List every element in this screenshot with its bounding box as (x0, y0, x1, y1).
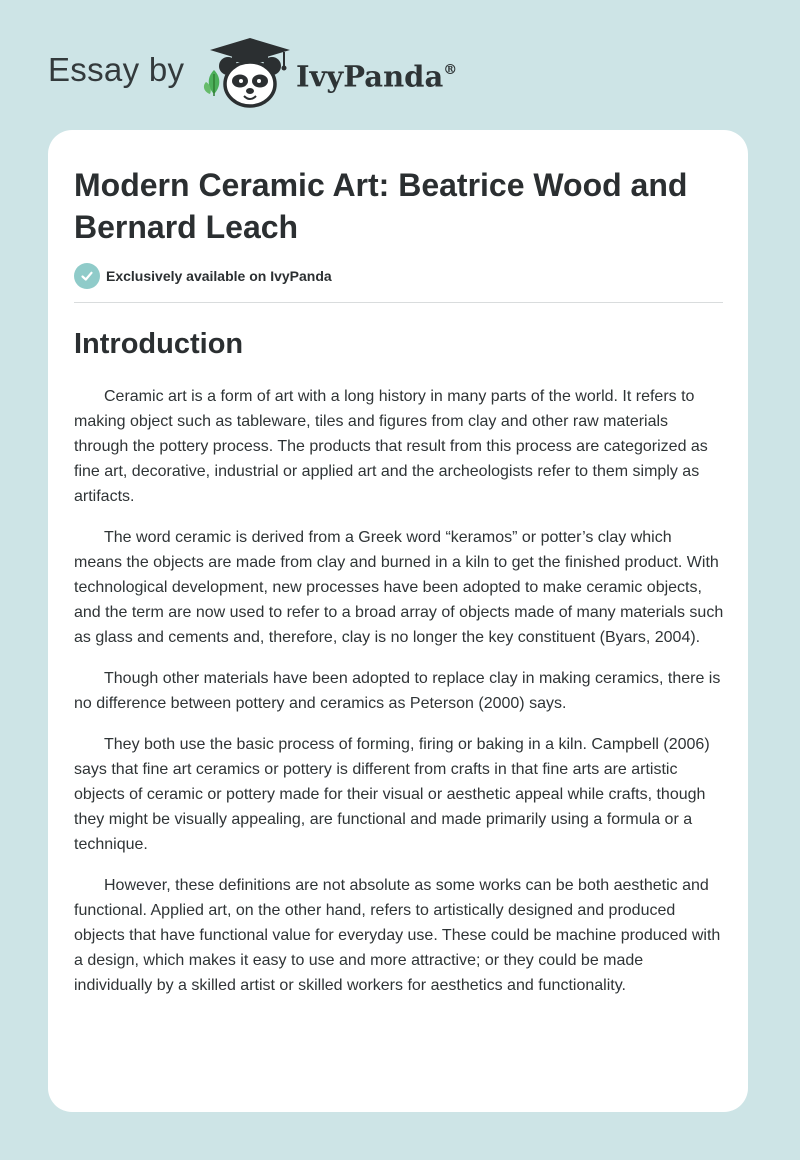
article-card (48, 130, 748, 1112)
paragraph: Though other materials have been adopted to replace clay in making ceramics, there is no difference between pottery and ceramics as Peterson (2000) says. (74, 670, 721, 712)
article-body (74, 384, 724, 1014)
paragraph: However, these definitions are not absolute as some works can be both aesthetic and functional. Applied art, on the other hand, refers to artistically designed and produced objects that have functional value for everyday use. These could be machine produced with a design, which makes it easy to use and more attractive; or they could be made individually by a skilled artist or skilled workers for aesthetics and functionality. (74, 877, 721, 994)
leaf-icon (204, 70, 219, 96)
paragraph: The word ceramic is derived from a Greek word “keramos” or potter’s clay which means the objects are made from clay and burned in a kiln to get the finished product. With technological development, new processes have been adopted to make ceramic objects, and the term are now used to refer to a broad array of objects made of many materials such as glass and cements and, therefore, clay is no longer the key constituent (Byars, 2004). (74, 529, 724, 646)
divider (74, 302, 723, 303)
paragraph: Ceramic art is a form of art with a long history in many parts of the world. It refers to making object such as tableware, tiles and figures from clay and other raw materials through the pottery process. The products that result from this process are categorized as fine art, decorative, industrial or applied art and the archeologists refer to them simply as artifacts. (74, 388, 708, 505)
paragraph: They both use the basic process of forming, firing or baking in a kiln. Campbell (2006) says that fine art ceramics or pottery is different from crafts in that fine arts are artistic objects of ceramic or pottery made for their visual or aesthetic appeal while crafts, though they might be visually appealing, are functional and made primarily using a formula or a technique. (74, 736, 710, 853)
exclusive-badge (74, 263, 332, 289)
panda-graduation-cap-icon[interactable] (202, 36, 292, 108)
check-circle-icon (74, 263, 100, 289)
brand-name[interactable] (296, 50, 457, 99)
essay-by-label: Essay by (48, 51, 185, 88)
section-heading: Introduction (74, 328, 244, 360)
brand-name-text: IvyPanda (296, 59, 444, 94)
registered-mark: ® (443, 62, 458, 78)
site-header (0, 0, 800, 120)
badge-text: Exclusively available on IvyPanda (106, 268, 332, 284)
page-title: Modern Ceramic Art: Beatrice Wood and Bernard Leach (74, 167, 688, 245)
